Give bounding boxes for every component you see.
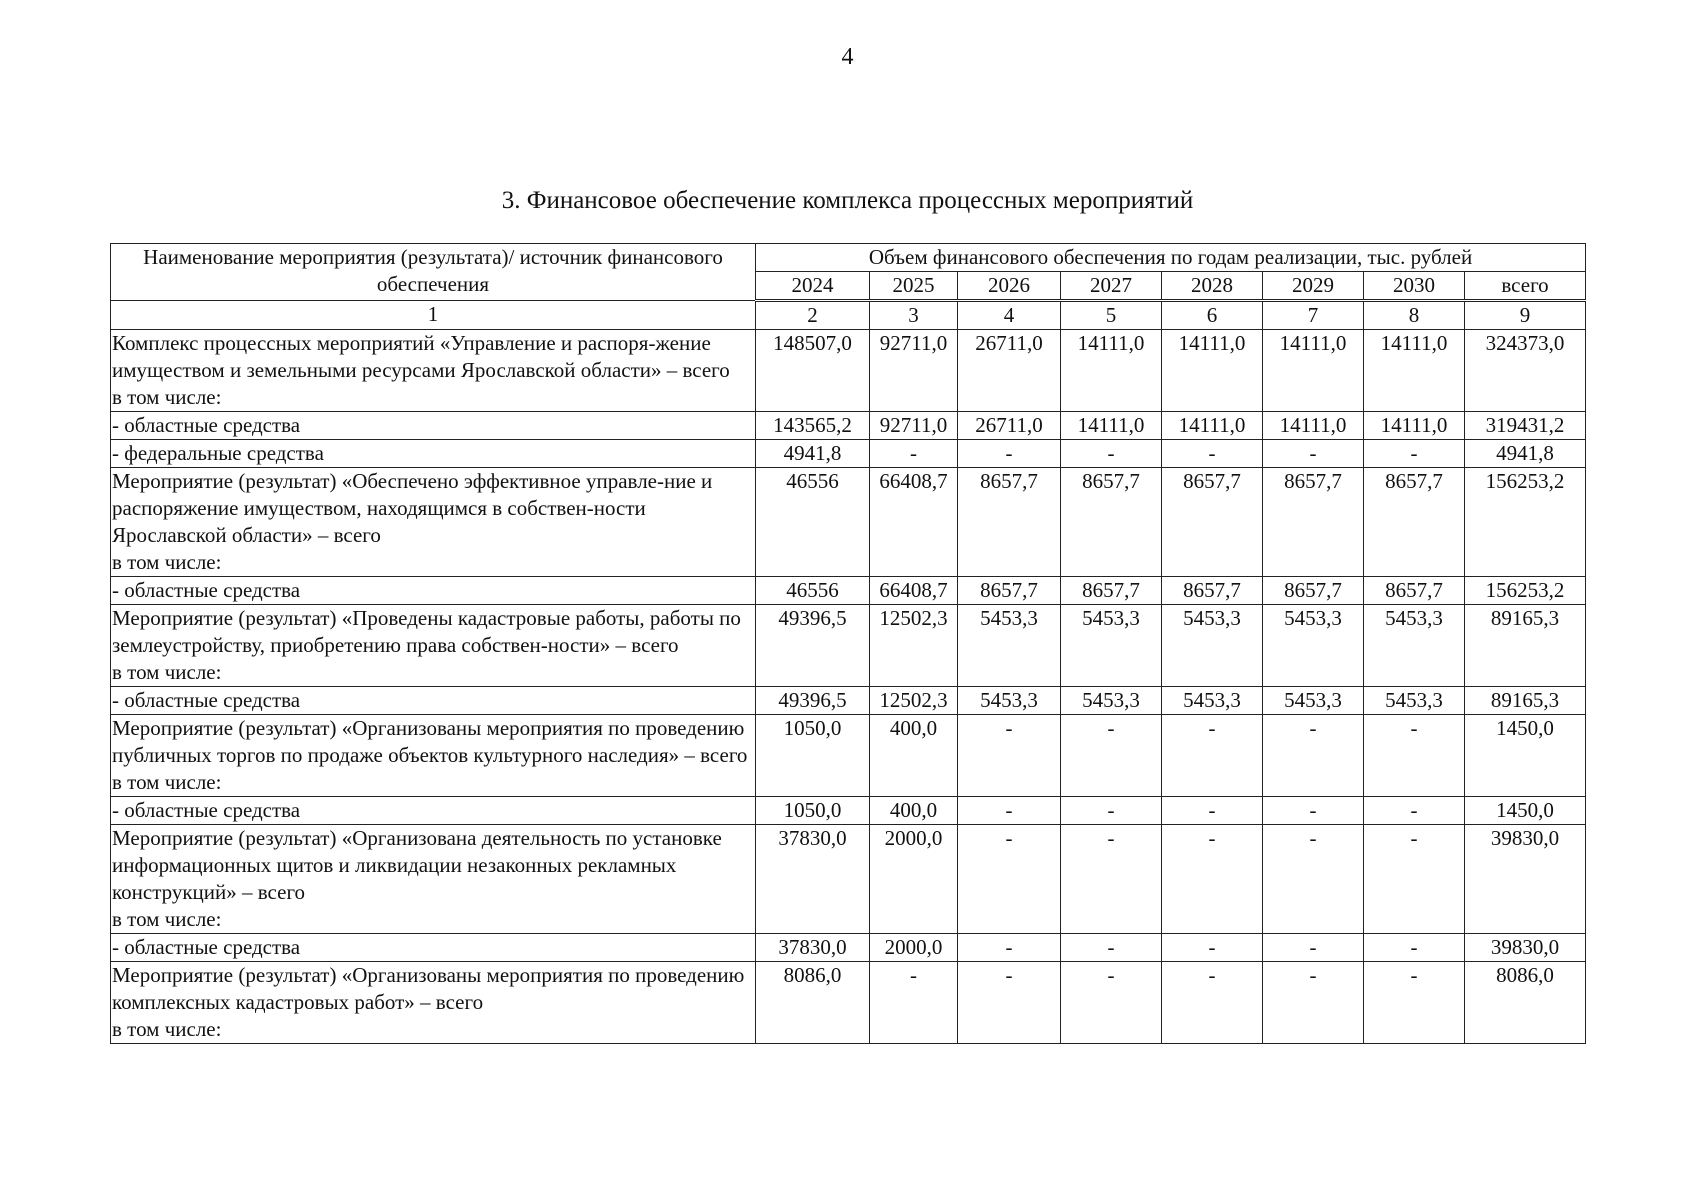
year-value-cell: - — [1061, 797, 1162, 825]
year-value-cell: 14111,0 — [1061, 330, 1162, 412]
table-row-group — [111, 715, 1586, 797]
volume-group-header: Объем финансового обеспечения по годам реализации, тыс. рублей — [756, 244, 1586, 272]
year-value-cell: 2000,0 — [870, 934, 958, 962]
year-value-cell: - — [958, 962, 1061, 1044]
year-value-cell: 46556 — [756, 468, 870, 577]
year-value-cell: 8657,7 — [1364, 577, 1465, 605]
year-value-cell: - — [958, 797, 1061, 825]
year-value-cell: - — [1364, 825, 1465, 934]
total-value-cell: 156253,2 — [1465, 468, 1586, 577]
year-value-cell: 8657,7 — [1061, 468, 1162, 577]
year-value-cell: - — [1263, 825, 1364, 934]
total-value-cell: 4941,8 — [1465, 440, 1586, 468]
total-value-cell: 8086,0 — [1465, 962, 1586, 1044]
year-value-cell: 5453,3 — [1364, 605, 1465, 687]
year-value-cell: 12502,3 — [870, 687, 958, 715]
table-row-group — [111, 605, 1586, 687]
row-name-cell: - областные средства — [111, 577, 756, 605]
year-value-cell: 1050,0 — [756, 797, 870, 825]
page-number: 4 — [841, 44, 854, 70]
year-value-cell: 400,0 — [870, 797, 958, 825]
year-value-cell: 5453,3 — [958, 687, 1061, 715]
year-value-cell: 148507,0 — [756, 330, 870, 412]
row-name-cell: - областные средства — [111, 797, 756, 825]
year-value-cell: 5453,3 — [1263, 687, 1364, 715]
year-value-cell: - — [1364, 962, 1465, 1044]
year-header: 2030 — [1364, 272, 1465, 301]
row-name-cell: - областные средства — [111, 687, 756, 715]
row-name-cell: - федеральные средства — [111, 440, 756, 468]
year-value-cell: 8657,7 — [958, 468, 1061, 577]
year-value-cell: 8086,0 — [756, 962, 870, 1044]
table-row-source — [111, 412, 1586, 440]
year-value-cell: 14111,0 — [1162, 330, 1263, 412]
total-value-cell: 89165,3 — [1465, 687, 1586, 715]
year-value-cell: 143565,2 — [756, 412, 870, 440]
row-name-cell: Мероприятие (результат) «Организованы мероприятия по проведению комплексных кадастровых работ» – всего в том числе: — [111, 962, 756, 1044]
column-index: 9 — [1465, 301, 1586, 330]
year-value-cell: - — [1263, 440, 1364, 468]
year-value-cell: 14111,0 — [1061, 412, 1162, 440]
financing-table — [110, 243, 1586, 1044]
year-value-cell: 8657,7 — [1162, 577, 1263, 605]
total-value-cell: 319431,2 — [1465, 412, 1586, 440]
row-name-cell: - областные средства — [111, 412, 756, 440]
year-value-cell: 5453,3 — [958, 605, 1061, 687]
year-value-cell: 1050,0 — [756, 715, 870, 797]
table-row-group — [111, 330, 1586, 412]
year-value-cell: 46556 — [756, 577, 870, 605]
column-index: 2 — [756, 301, 870, 330]
table-row-group — [111, 962, 1586, 1044]
year-header: 2029 — [1263, 272, 1364, 301]
total-value-cell: 39830,0 — [1465, 934, 1586, 962]
year-value-cell: 8657,7 — [958, 577, 1061, 605]
year-value-cell: 26711,0 — [958, 412, 1061, 440]
year-value-cell: 92711,0 — [870, 412, 958, 440]
table-body — [111, 301, 1586, 1044]
year-value-cell: - — [1061, 962, 1162, 1044]
year-header: 2026 — [958, 272, 1061, 301]
year-value-cell: - — [1364, 715, 1465, 797]
year-value-cell: 92711,0 — [870, 330, 958, 412]
year-header: 2024 — [756, 272, 870, 301]
total-value-cell: 156253,2 — [1465, 577, 1586, 605]
year-value-cell: 14111,0 — [1364, 412, 1465, 440]
year-value-cell: 5453,3 — [1061, 605, 1162, 687]
total-value-cell: 89165,3 — [1465, 605, 1586, 687]
year-value-cell: 5453,3 — [1364, 687, 1465, 715]
year-value-cell: 5453,3 — [1263, 605, 1364, 687]
table-row-source — [111, 577, 1586, 605]
year-value-cell: 8657,7 — [1162, 468, 1263, 577]
column-index: 4 — [958, 301, 1061, 330]
year-value-cell: - — [958, 715, 1061, 797]
year-value-cell: - — [870, 440, 958, 468]
row-name-cell: Мероприятие (результат) «Организованы мероприятия по проведению публичных торгов по продаже объектов культурного наследия» – всего в том числе: — [111, 715, 756, 797]
total-value-cell: 1450,0 — [1465, 797, 1586, 825]
year-value-cell: 14111,0 — [1364, 330, 1465, 412]
year-value-cell: - — [1263, 934, 1364, 962]
year-value-cell: 66408,7 — [870, 468, 958, 577]
year-value-cell: 5453,3 — [1061, 687, 1162, 715]
year-value-cell: - — [1364, 440, 1465, 468]
column-index: 3 — [870, 301, 958, 330]
year-header: 2027 — [1061, 272, 1162, 301]
table-row-source — [111, 797, 1586, 825]
row-name-cell: Мероприятие (результат) «Обеспечено эффективное управле-ние и распоряжение имуществом, находящимся в собствен-ности Ярославской области» – всего в том числе: — [111, 468, 756, 577]
year-value-cell: - — [1162, 440, 1263, 468]
column-index: 8 — [1364, 301, 1465, 330]
year-value-cell: - — [1162, 715, 1263, 797]
year-value-cell: - — [958, 934, 1061, 962]
year-value-cell: 14111,0 — [1263, 412, 1364, 440]
year-value-cell: - — [1364, 797, 1465, 825]
year-header: 2028 — [1162, 272, 1263, 301]
year-value-cell: 14111,0 — [1162, 412, 1263, 440]
year-value-cell: - — [1061, 934, 1162, 962]
year-value-cell: 400,0 — [870, 715, 958, 797]
year-value-cell: - — [1061, 715, 1162, 797]
year-value-cell: - — [1162, 797, 1263, 825]
year-value-cell: 37830,0 — [756, 825, 870, 934]
year-value-cell: 49396,5 — [756, 687, 870, 715]
year-value-cell: 12502,3 — [870, 605, 958, 687]
year-value-cell: - — [1061, 440, 1162, 468]
name-column-header: Наименование мероприятия (результата)/ источник финансового обеспечения — [111, 244, 756, 301]
table-row-source — [111, 934, 1586, 962]
total-value-cell: 324373,0 — [1465, 330, 1586, 412]
year-value-cell: - — [1162, 825, 1263, 934]
year-value-cell: - — [1263, 962, 1364, 1044]
year-value-cell: 5453,3 — [1162, 687, 1263, 715]
year-value-cell: 26711,0 — [958, 330, 1061, 412]
year-value-cell: 37830,0 — [756, 934, 870, 962]
table-row-group — [111, 468, 1586, 577]
column-index: 5 — [1061, 301, 1162, 330]
year-value-cell: - — [958, 825, 1061, 934]
year-header: 2025 — [870, 272, 958, 301]
column-index: 1 — [111, 301, 756, 330]
table-row-group — [111, 825, 1586, 934]
year-value-cell: 5453,3 — [1162, 605, 1263, 687]
year-value-cell: - — [870, 962, 958, 1044]
year-value-cell: - — [1364, 934, 1465, 962]
year-value-cell: 8657,7 — [1364, 468, 1465, 577]
year-value-cell: 8657,7 — [1263, 468, 1364, 577]
year-value-cell: 66408,7 — [870, 577, 958, 605]
year-value-cell: - — [1061, 825, 1162, 934]
table-row-source — [111, 687, 1586, 715]
table-row-source — [111, 440, 1586, 468]
section-title: 3. Финансовое обеспечение комплекса процессных мероприятий — [501, 187, 1194, 214]
year-value-cell: - — [1263, 797, 1364, 825]
year-value-cell: - — [1162, 934, 1263, 962]
row-name-cell: Мероприятие (результат) «Организована деятельность по установке информационных щитов и ликвидации незаконных рекламных конструкций» – всего в том числе: — [111, 825, 756, 934]
year-value-cell: 49396,5 — [756, 605, 870, 687]
total-value-cell: 1450,0 — [1465, 715, 1586, 797]
row-name-cell: - областные средства — [111, 934, 756, 962]
year-value-cell: - — [1263, 715, 1364, 797]
year-value-cell: 4941,8 — [756, 440, 870, 468]
column-index: 6 — [1162, 301, 1263, 330]
column-index-row — [111, 301, 1586, 330]
row-name-cell: Мероприятие (результат) «Проведены кадастровые работы, работы по землеустройству, приобретению права собствен-ности» – всего в том числе: — [111, 605, 756, 687]
total-value-cell: 39830,0 — [1465, 825, 1586, 934]
year-value-cell: - — [1162, 962, 1263, 1044]
row-name-cell: Комплекс процессных мероприятий «Управление и распоря-жение имуществом и земельными ресурсами Ярославской области» – всего в том числе: — [111, 330, 756, 412]
year-value-cell: 8657,7 — [1061, 577, 1162, 605]
year-value-cell: 2000,0 — [870, 825, 958, 934]
year-value-cell: 8657,7 — [1263, 577, 1364, 605]
year-value-cell: 14111,0 — [1263, 330, 1364, 412]
total-header: всего — [1465, 272, 1586, 301]
header-row-1 — [111, 244, 1586, 272]
column-index: 7 — [1263, 301, 1364, 330]
year-value-cell: - — [958, 440, 1061, 468]
